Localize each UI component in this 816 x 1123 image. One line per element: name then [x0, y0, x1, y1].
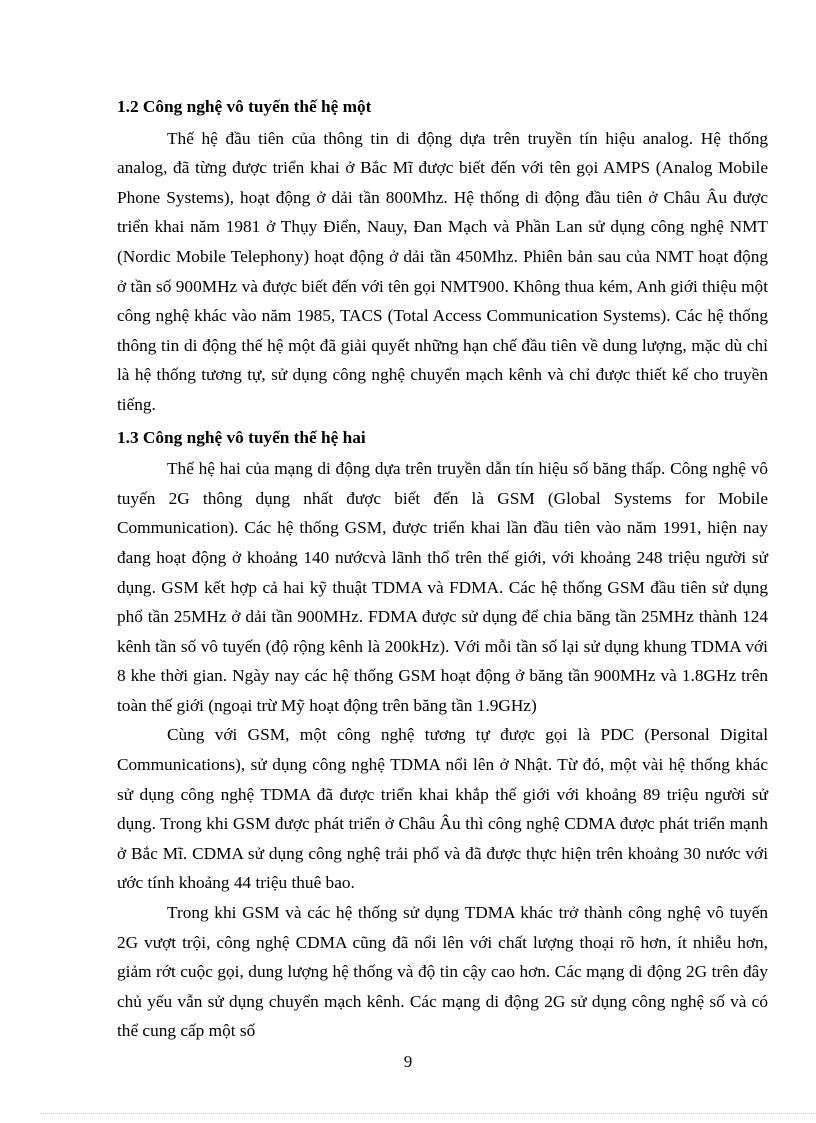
section-1-2 [117, 92, 768, 420]
page-bottom-divider [40, 1113, 816, 1114]
paragraph: Thế hệ đầu tiên của thông tin di động dựa trên truyền tín hiệu analog. Hệ thống analog, đã từng được triển khai ở Bắc Mĩ được biết đến với tên gọi AMPS (Analog Mobile Phone Systems), hoạt động ở dải tần 800Mhz. Hệ thống di động đầu tiên ở Châu Âu được triển khai năm 1981 ở Thụy Điển, Nauy, Đan Mạch và Phần Lan sử dụng công nghệ NMT (Nordic Mobile Telephony) hoạt động ở dải tần 450Mhz. Phiên bản sau của NMT hoạt động ở tần số 900MHz và được biết đến với tên gọi NMT900. Không thua kém, Anh giới thiệu một công nghệ khác vào năm 1985, TACS (Total Access Communication Systems). Các hệ thống thông tin di động thế hệ một đã giải quyết những hạn chế đầu tiên về dung lượng, mặc dù chỉ là hệ thống tương tự, sử dụng công nghệ chuyển mạch kênh và chỉ được thiết kế cho truyền tiếng. [117, 128, 768, 414]
paragraph: Thế hệ hai của mạng di động dựa trên truyền dẫn tín hiệu số băng thấp. Công nghệ vô tuyến 2G thông dụng nhất được biết đến là GSM (Global Systems for Mobile Communication). Các hệ thống GSM, được triển khai lần đầu tiên vào năm 1991, hiện nay đang hoạt động ở khoảng 140 nướcvà lãnh thổ trên thế giới, với khoảng 248 triệu người sử dụng. GSM kết hợp cả hai kỹ thuật TDMA và FDMA. Các hệ thống GSM đầu tiên sử dụng phổ tần 25MHz ở dải tần 900MHz. FDMA được sử dụng để chia băng tần 25MHz thành 124 kênh tần số vô tuyến (độ rộng kênh là 200kHz). Với mỗi tần số lại sử dụng khung TDMA với 8 khe thời gian. Ngày nay các hệ thống GSM hoạt động ở băng tần 900MHz và 1.8GHz trên toàn thế giới (ngoại trừ Mỹ hoạt động trên băng tần 1.9GHz) [117, 459, 768, 715]
section-heading: 1.3 Công nghệ vô tuyến thế hệ hai [117, 427, 366, 447]
section-heading: 1.2 Công nghệ vô tuyến thế hệ một [117, 97, 372, 116]
paragraph: Cùng với GSM, một công nghệ tương tự được gọi là PDC (Personal Digital Communications), sử dụng công nghệ TDMA nổi lên ở Nhật. Từ đó, một vài hệ thống khác sử dụng công nghệ TDMA đã được triển khai khắp thế giới với khoảng 89 triệu người sử dụng. Trong khi GSM được phát triển ở Châu Âu thì công nghệ CDMA được phát triển mạnh ở Bắc Mĩ. CDMA sử dụng công nghệ trải phổ và đã được thực hiện trên khoảng 30 nước với ước tính khoảng 44 triệu thuê bao. [117, 725, 768, 893]
section-1-3 [117, 423, 768, 1046]
paragraph: Trong khi GSM và các hệ thống sử dụng TDMA khác trở thành công nghệ vô tuyến 2G vượt trội, công nghệ CDMA cũng đã nổi lên với chất lượng thoại rõ hơn, ít nhiễu hơn, giảm rớt cuộc gọi, dung lượng hệ thống và độ tin cậy cao hơn. Các mạng di động 2G trên đây chủ yếu vẫn sử dụng chuyển mạch kênh. Các mạng di động 2G sử dụng công nghệ số và có thể cung cấp một số [117, 903, 768, 1041]
page-number: 9 [403, 1052, 413, 1071]
